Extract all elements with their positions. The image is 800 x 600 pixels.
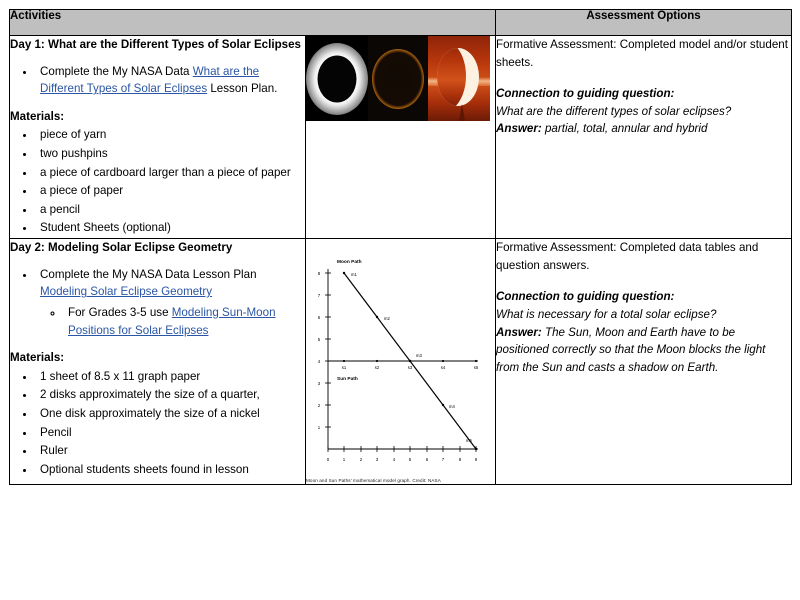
day-2-answer-text: The Sun, Moon and Earth have to be positioned correctly so that the Moon blocks the light from the Sun and casts a shadow on Earth. (496, 325, 766, 374)
day-1-materials-label: Materials: (10, 109, 65, 123)
total-eclipse-photo (306, 36, 368, 121)
day-2-activity-item (36, 266, 305, 339)
day-2-media-cell (306, 239, 496, 485)
day-1-formative-assessment: Formative Assessment: Completed model and/or student sheets. (496, 38, 788, 69)
svg-text:s2: s2 (374, 365, 380, 371)
list-item: • 2 disks approximately the size of a quarter, (36, 386, 305, 404)
svg-text:2: 2 (359, 457, 363, 463)
list-item: • One disk approximately the size of a nickel (36, 405, 305, 423)
svg-text:s4: s4 (440, 365, 446, 371)
column-header-assessment-options: Assessment Options (496, 10, 792, 36)
svg-text:1: 1 (317, 425, 321, 431)
day-1-lesson-plan-link[interactable]: What are the Different Types of Solar Eclipses (40, 64, 260, 96)
table-header-row (10, 10, 792, 36)
day-2-lesson-plan-link[interactable]: Modeling Solar Eclipse Geometry (40, 285, 213, 299)
crescent-sun (437, 48, 479, 106)
svg-text:Sun Path: Sun Path (337, 377, 358, 383)
day-2-guiding-question-block (496, 288, 791, 376)
svg-text:2: 2 (317, 403, 321, 409)
day-2-activity-sublist (40, 304, 305, 339)
svg-text:m5: m5 (466, 438, 472, 444)
svg-text:7: 7 (317, 293, 321, 299)
day-1-activities-cell (10, 36, 306, 239)
day-1-guiding-question: What are the different types of solar eclipses? (496, 104, 732, 118)
svg-text:8: 8 (458, 457, 462, 463)
eclipse-photo-strip (306, 36, 490, 121)
svg-text:4: 4 (317, 359, 321, 365)
day-1-answer-label: Answer: (496, 122, 542, 136)
svg-text:m3: m3 (416, 353, 422, 359)
day-1-media-cell (306, 36, 496, 239)
svg-text:0: 0 (326, 457, 330, 463)
table-row-day-2 (10, 239, 792, 485)
svg-text:5: 5 (317, 337, 321, 343)
list-item: • two pushpins (36, 145, 305, 163)
lesson-plan-table (9, 9, 792, 485)
day-1-title: Day 1: What are the Different Types of Solar Eclipses (10, 38, 301, 51)
list-item: • a pencil (36, 201, 305, 219)
day-1-activity-text-prefix: Complete the My NASA Data (40, 64, 193, 78)
day-1-guiding-question-block (496, 85, 791, 138)
annular-eclipse-photo (368, 36, 428, 121)
svg-text:Moon Path: Moon Path (337, 260, 362, 266)
svg-text:3: 3 (317, 381, 321, 387)
sun-path-series (328, 360, 479, 382)
day-2-connection-label: Connection to guiding question: (496, 290, 675, 304)
day-2-activity-subitem (64, 304, 305, 339)
svg-text:s1: s1 (341, 365, 347, 371)
day-2-materials-list (10, 368, 305, 479)
day-1-materials-list (10, 126, 305, 237)
chart-x-ticks (327, 446, 478, 462)
list-item: • Student Sheets (optional) (36, 219, 305, 237)
day-1-answer-text: partial, total, annular and hybrid (541, 122, 708, 136)
list-item: • a piece of cardboard larger than a piece of paper (36, 164, 305, 182)
day-1-activity-item (36, 63, 305, 98)
day-2-activity-list (10, 266, 305, 339)
day-1-assessment-cell (496, 36, 792, 239)
svg-text:s5: s5 (473, 365, 479, 371)
list-item: • Ruler (36, 442, 305, 460)
ring-of-fire (372, 49, 424, 109)
day-1-connection-label: Connection to guiding question: (496, 87, 675, 101)
day-2-answer-label: Answer: (496, 325, 542, 339)
moon-sun-paths-chart (306, 239, 484, 474)
table-row-day-1 (10, 36, 792, 239)
chart-caption: Moon and Sun Paths' mathematical model graph. Credit: NASA (306, 478, 441, 484)
svg-text:5: 5 (408, 457, 412, 463)
list-item: • 1 sheet of 8.5 x 11 graph paper (36, 368, 305, 386)
day-1-activity-list (10, 63, 305, 98)
svg-text:8: 8 (317, 271, 321, 277)
day-2-answer-line (496, 326, 765, 374)
day-2-materials-label: Materials: (10, 351, 65, 365)
day-2-grades-3-5-link[interactable]: Modeling Sun-Moon Positions for Solar Eclipses (68, 305, 276, 337)
column-header-activities: Activities (10, 10, 496, 36)
partial-eclipse-photo (428, 36, 490, 121)
svg-text:6: 6 (425, 457, 429, 463)
day-2-assessment-cell (496, 239, 792, 485)
list-item: • Pencil (36, 424, 305, 442)
moon-disk (318, 55, 357, 102)
day-1-activity-text-suffix: Lesson Plan. (207, 82, 278, 96)
foreground-tower (459, 104, 465, 121)
day-2-activities-cell (10, 239, 306, 485)
list-item: • Optional students sheets found in lesson (36, 461, 305, 479)
svg-text:m1: m1 (351, 272, 357, 278)
svg-text:s3: s3 (407, 365, 413, 371)
model-graph-figure (306, 239, 484, 484)
day-2-sub-text-prefix: For Grades 3-5 use (68, 305, 172, 319)
svg-text:9: 9 (474, 457, 478, 463)
chart-y-ticks (318, 271, 331, 430)
day-2-formative-assessment: Formative Assessment: Completed data tables and question answers. (496, 241, 759, 272)
svg-text:m2: m2 (384, 316, 390, 322)
moon-path-series (337, 259, 477, 450)
day-2-activity-text-prefix: Complete the My NASA Data Lesson Plan (40, 267, 257, 281)
svg-text:m4: m4 (449, 404, 455, 410)
list-item: • a piece of paper (36, 182, 305, 200)
svg-text:6: 6 (317, 315, 321, 321)
svg-text:3: 3 (375, 457, 379, 463)
day-1-answer-line (496, 120, 791, 138)
svg-text:1: 1 (342, 457, 346, 463)
day-2-guiding-question: What is necessary for a total solar eclipse? (496, 307, 717, 321)
svg-text:4: 4 (392, 457, 396, 463)
svg-text:7: 7 (441, 457, 445, 463)
list-item: • piece of yarn (36, 126, 305, 144)
day-2-title: Day 2: Modeling Solar Eclipse Geometry (10, 241, 233, 255)
